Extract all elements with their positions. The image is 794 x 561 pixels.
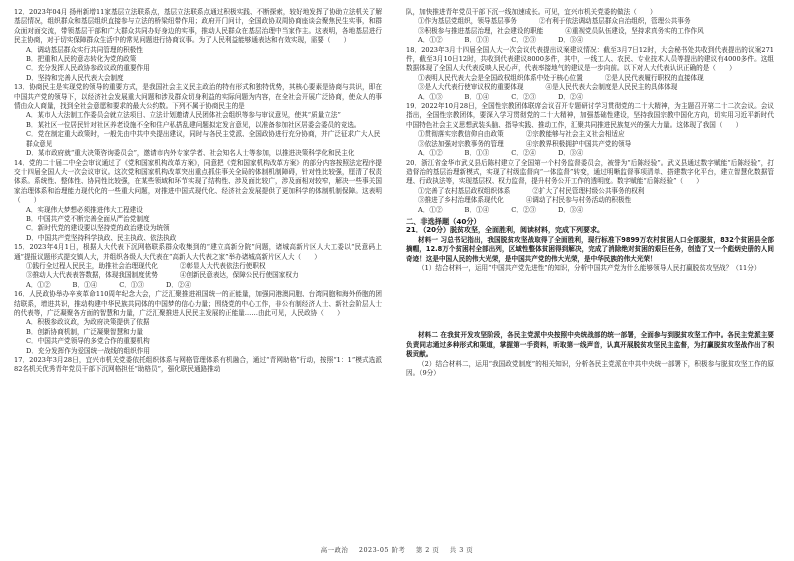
answer-options (418, 206, 774, 215)
material-text: 习总书记指出，我国脱贫攻坚战取得了全面胜利，现行标准下9899万农村贫困人口全部脱贫，832个贫困县全部摘帽，12.8万个贫困村全部出列，区域性整体贫困得到解决，完成了消除绝对贫困的艰巨任务，创造了又一个彪炳史册的人间奇迹！这是中国人民的伟大光荣，是中国共产党的伟大光荣，是中华民族的伟大光荣！ (406, 235, 775, 263)
statement-row (26, 262, 382, 271)
statement: ④宗教界积极拥护中国共产党的领导 (525, 139, 632, 148)
question-16 (14, 290, 382, 356)
option: D．充分发挥作为爱国统一战线的组织作用 (26, 346, 150, 355)
statement: ④重视党员队伍建设，坚持求真务实的工作作风 (565, 26, 704, 35)
option: B．①③ (464, 149, 490, 158)
option: A．调动基层群众实行共同管理的积极性 (26, 45, 143, 54)
option: B．①④ (72, 280, 98, 289)
statement: ④创新民意表达，保障公民行使国家权力 (179, 271, 299, 280)
material-label: 材料二 (418, 331, 439, 340)
material-text: 在我贫开发攻坚阶段，各民主党派中央按照中央统战部的统一部署，全面参与到脱贫攻坚工作中。各民主党派主要负责同志通过多种形式和渠道，掌握第一手资料，听取第一线声音，认真开展脱贫攻坚民主监督，为打赢脱贫攻坚战作出了积极贡献。 (406, 331, 775, 359)
statement: ①践行全过程人民民主，助推社会治理现代化 (26, 261, 158, 270)
option: A．①③ (418, 92, 443, 101)
statement: ②彰显人大代表依法行使职权 (179, 261, 266, 270)
statement-row (418, 130, 774, 139)
page-footer (0, 546, 794, 555)
footer-subject: 高一政治 (320, 546, 349, 554)
option: C．充分发挥人民政协参政议政的重要作用 (26, 64, 150, 73)
question-stem: 18．2023年3月十四届全国人大一次会议代表提出议案建议情况：截至3月7日12时，大会秘书处共收到代表提出的议案271件，截至3月10日12时，共收到代表建议8000多件，其中，一线工人、农民、专业技术人员等提出的建议有4000多件。这组数据体现了全国人大代表反映人民心声，代表率接地气的建议是一步向前。以下对人大代表认识正确的是（ ） (406, 45, 774, 73)
option: D．某市政府就“重大决策咨询委员会”，邀请市内外专家学者、社会知名人士等参加，以推进决策科学化和民主化 (26, 149, 355, 158)
right-column (406, 8, 774, 378)
statement-row (418, 83, 774, 92)
statement-row (418, 74, 774, 83)
option: D．②④ (558, 92, 584, 101)
statement-row (418, 196, 774, 205)
statement: ③推进了乡村治理体系现代化 (418, 196, 504, 205)
option: D．②④ (166, 280, 192, 289)
option: D．中国共产党坚持科学执政、民主执政、依法执政 (26, 233, 177, 242)
statement-row (418, 27, 774, 36)
statement: ①贯彻落实宗教信仰自由政策 (418, 130, 504, 139)
option: D．坚持和完善人民代表大会制度 (26, 73, 124, 82)
statement: ③是人大代表行使审议权的重要体现 (418, 83, 524, 92)
option: B．把重和人民的意志转化为党的政策 (26, 55, 137, 64)
question-stem: 队，加快推进青年党员干部下沉一线加速成长。可见，宜兴市机关党委的做法（ ） (406, 8, 657, 16)
statement: ①完善了农村基层政权组织体系 (418, 186, 511, 195)
option: A．①② (418, 36, 443, 45)
answer-space (406, 273, 774, 331)
option: D．③④ (558, 205, 584, 214)
statement: ②宗教能够与社会主义社会相适应 (525, 130, 625, 139)
section-title: 二、非选择题（40分） (406, 216, 481, 226)
material-label: 材料一 (418, 235, 439, 244)
question-14 (14, 159, 382, 244)
statement: ③推动人大代表表答数据，体现我国制度优势 (26, 271, 158, 280)
question-20 (406, 159, 774, 215)
question-stem: 16．人民政协举办辛亥革命110周年纪念大会，广泛汇聚推进祖国统一的正能量，加强同港澳同胞、台湾同胞和海外侨胞的团结联系，增进共识，推动构建中华民族共同体的中国梦的信心力量；围绕党的中心工作，非公有制经济人士、新社会阶层人士的代表等，广泛凝聚各方面的智慧和力量，广泛汇聚推进人民民主发展的正能量……由此可见，人民政协（ ） (14, 290, 382, 317)
statement-row (418, 17, 774, 26)
option: C．中国共产党领导的多党合作的重要机构 (26, 337, 150, 346)
option: A．①② (418, 205, 443, 214)
answer-options (418, 36, 774, 45)
material-2 (406, 331, 774, 359)
option: C．①③ (119, 280, 145, 289)
statement-row (418, 187, 774, 196)
statement: ④调动了村民参与村务活动的积极性 (525, 196, 632, 205)
question-stem: 17．2023年3月28日，宜兴市机关党委依托组织体系与网格管理体系有机融合，通过“青网助格”行动，按照“1：1”模式选派82名机关优秀青年党员干部下沉网格担任“助格员”，强化联民通路推动 (14, 356, 382, 374)
question-stem: 19．2022年10月28日，全国性宗教团体联席会议召开专题研讨学习贯彻党的二十大精神，为主题召开第二十二次会议。会议指出，全国性宗教团体，要深入学习贯彻党的二十大精神，加强基础性建设，坚持我国宗教中国化方向，切实用习近平新时代中国特色社会主义思想武装头脑、指导实践、推动工作，汇聚共同推进民族复兴的强大力量。这体现了我国（ ） (406, 102, 774, 129)
question-19 (406, 102, 774, 158)
option: A．某市人大法制工作委员会就立法项目、立法计划邀请人民团体社会组织等参与审议意见，使其“质量立法” (26, 111, 341, 120)
option: C．②③ (511, 205, 537, 214)
option: B．①④ (464, 205, 490, 214)
question-21-title: 21．（20分）脱贫攻坚，全面胜利，阅读材料，完成下列要求。 (406, 226, 604, 235)
question-stem: 14．党的二十届二中全会审议通过了《党和国家机构改革方案》，同意把《党和国家机构改革方案》的部分内容按照法定程序提交十四届全国人大一次会议审议。这次党和国家机构改革突出重点抓住事关全局的体制机制障碍，针对性比较强，厘清了权责体系。系统性、整体性、协同性比较强，在某些领域和环节实现了结构性、涉及面比较广，涉及面相对较窄，解决一些事关国家治理体系和治理能力现代化的一些重大问题，对推进中国式现代化、经济社会发展提供了更加科学的体制机制保障。这表明（ ） (14, 158, 382, 205)
statement: ②有利于依法调动基层群众自治组织，管理公共事务 (538, 17, 691, 26)
statement: ①表明人民代表大会是全国政权组织体系中处于核心位置 (418, 73, 583, 82)
option: A．①② (418, 149, 443, 158)
question-stem: 20．浙江省金华市武义县后陈村建立了全国第一个村务监督委员会，被誉为“后陈经验”。武义县通过数字赋能“后陈经验”，打造督治的基层治理新模式，实现了村级监督向“一体监督”转变，通过明晰监督事项清单、搭建数字化平台，建立智慧化数据管理、行政执法等，实现基层权、权力监督，提升村务公开工作的透明度。数字赋能“后陈经验”（ ） (406, 158, 774, 186)
option: B．①③ (464, 36, 490, 45)
option: B．某社区一位居民针对社区养老设施不全和住户私搭乱建问题拟定发言意见，以准备参加社区居委会委员的竞选。 (26, 120, 361, 129)
option: A．实现伟大梦想必须推进伟大工程建设 (26, 205, 143, 214)
question-17-continued (406, 8, 774, 46)
question-stem: 15．2023年4月1日，根据人大代表下沉网格联系群众收集到的“建立高新分院”问题，诸城高新片区人大工委以“民意码上通”提报议题形式提交镇人大，并组织各级人大代表在“高新人大代表之家”举办诸城高新片区人大（ ） (14, 243, 382, 261)
statement: ④是人民代表大会制度是人民民主的具体体现 (545, 83, 678, 92)
question-18 (406, 46, 774, 102)
footer-total: 共 3 页 (449, 546, 474, 554)
material-1 (406, 236, 774, 264)
statement: ③依法加强对宗教事务的管理 (418, 139, 504, 148)
question-12 (14, 8, 382, 83)
statement: ①作为基层党组织，领导基层事务 (418, 17, 517, 26)
question-stem: 12．2023年04月 扬州新增11家基层立法联系点，基层立法联系点通过积极实践、不断探索，较好地发挥了协助立法机关了解基层情况，组织群众和基层组织直接参与立法的桥梁纽带作用；政府开门问计，全国政协双周协商座谈会聚焦民生实事，和群众面对面交流，带领基层干部和广大群众共同办好身边的实事，推动人民群众在基层治理中当家作主。这表明，各地基层进行民主协商，对于切实保障群众生活中的常见问题进行协商议事。为了人民利益能够通表达和有效实现，需要（ ） (14, 8, 382, 45)
question-15 (14, 243, 382, 290)
footer-page: 第 2 页 (415, 546, 440, 554)
option: B．中国共产党不断完善全面从严治党制度 (26, 214, 150, 223)
option: D．③④ (558, 149, 584, 158)
footer-exam: 2023-05 阶考 (358, 546, 406, 554)
question-17 (14, 356, 382, 375)
statement-row (418, 140, 774, 149)
question-13 (14, 83, 382, 158)
option: C．新时代党的建设要以坚持党的政治建设为统领 (26, 224, 170, 233)
option: C．②③ (511, 92, 537, 101)
option: D．③④ (558, 36, 584, 45)
option: C．②③ (511, 36, 537, 45)
option: C．党在制定重大政策时，一般先由中共中央提出建议，同时与各民主党派、全国政协进行充分协商，并广泛征求广大人民群众意见 (26, 130, 381, 148)
question-stem: 13．协商民主是实现党的领导的重要方式，是我国社会主义民主政治的特有形式和独特优势，其核心要素是协商与共识，即在中国共产党的领导下，以经济社会发展重大问题和涉及群众切身利益的实际问题为内容，在全社会开展广泛协商，使众人的事情由众人商量，找到全社会意愿和要求的最大公约数。下列不属于协商民主的是 (14, 83, 382, 111)
answer-options (418, 149, 774, 158)
statement: ②是人民代表履行职权的直接体现 (604, 73, 704, 82)
sub-question-1: （1）结合材料一，运用“中国共产党先进性”的知识，分析中国共产党为什么能够领导人民打赢脱贫攻坚战？（11分） (418, 263, 761, 272)
sub-question-2: （2）结合材料二，运用“我国政党制度”的相关知识，分析各民主党派在中共中央统一部署下，积极参与脱贫攻坚工作的原因。（9分） (406, 359, 774, 377)
left-column (14, 8, 382, 375)
option: B．①④ (464, 92, 490, 101)
answer-options (26, 281, 382, 290)
statement-row (26, 271, 382, 280)
answer-options (418, 93, 774, 102)
statement: ②扩大了村民管理村级公共事务的权利 (532, 186, 645, 195)
option: B．创新协商机制，广泛凝聚智慧和力量 (26, 327, 143, 336)
statement: ③积极参与推进基层治理，社会建设的职能 (418, 26, 544, 35)
option: A．①② (26, 280, 51, 289)
option: A．积极参政议政，为政府决策提供了依据 (26, 318, 150, 327)
option: C．②④ (511, 149, 537, 158)
